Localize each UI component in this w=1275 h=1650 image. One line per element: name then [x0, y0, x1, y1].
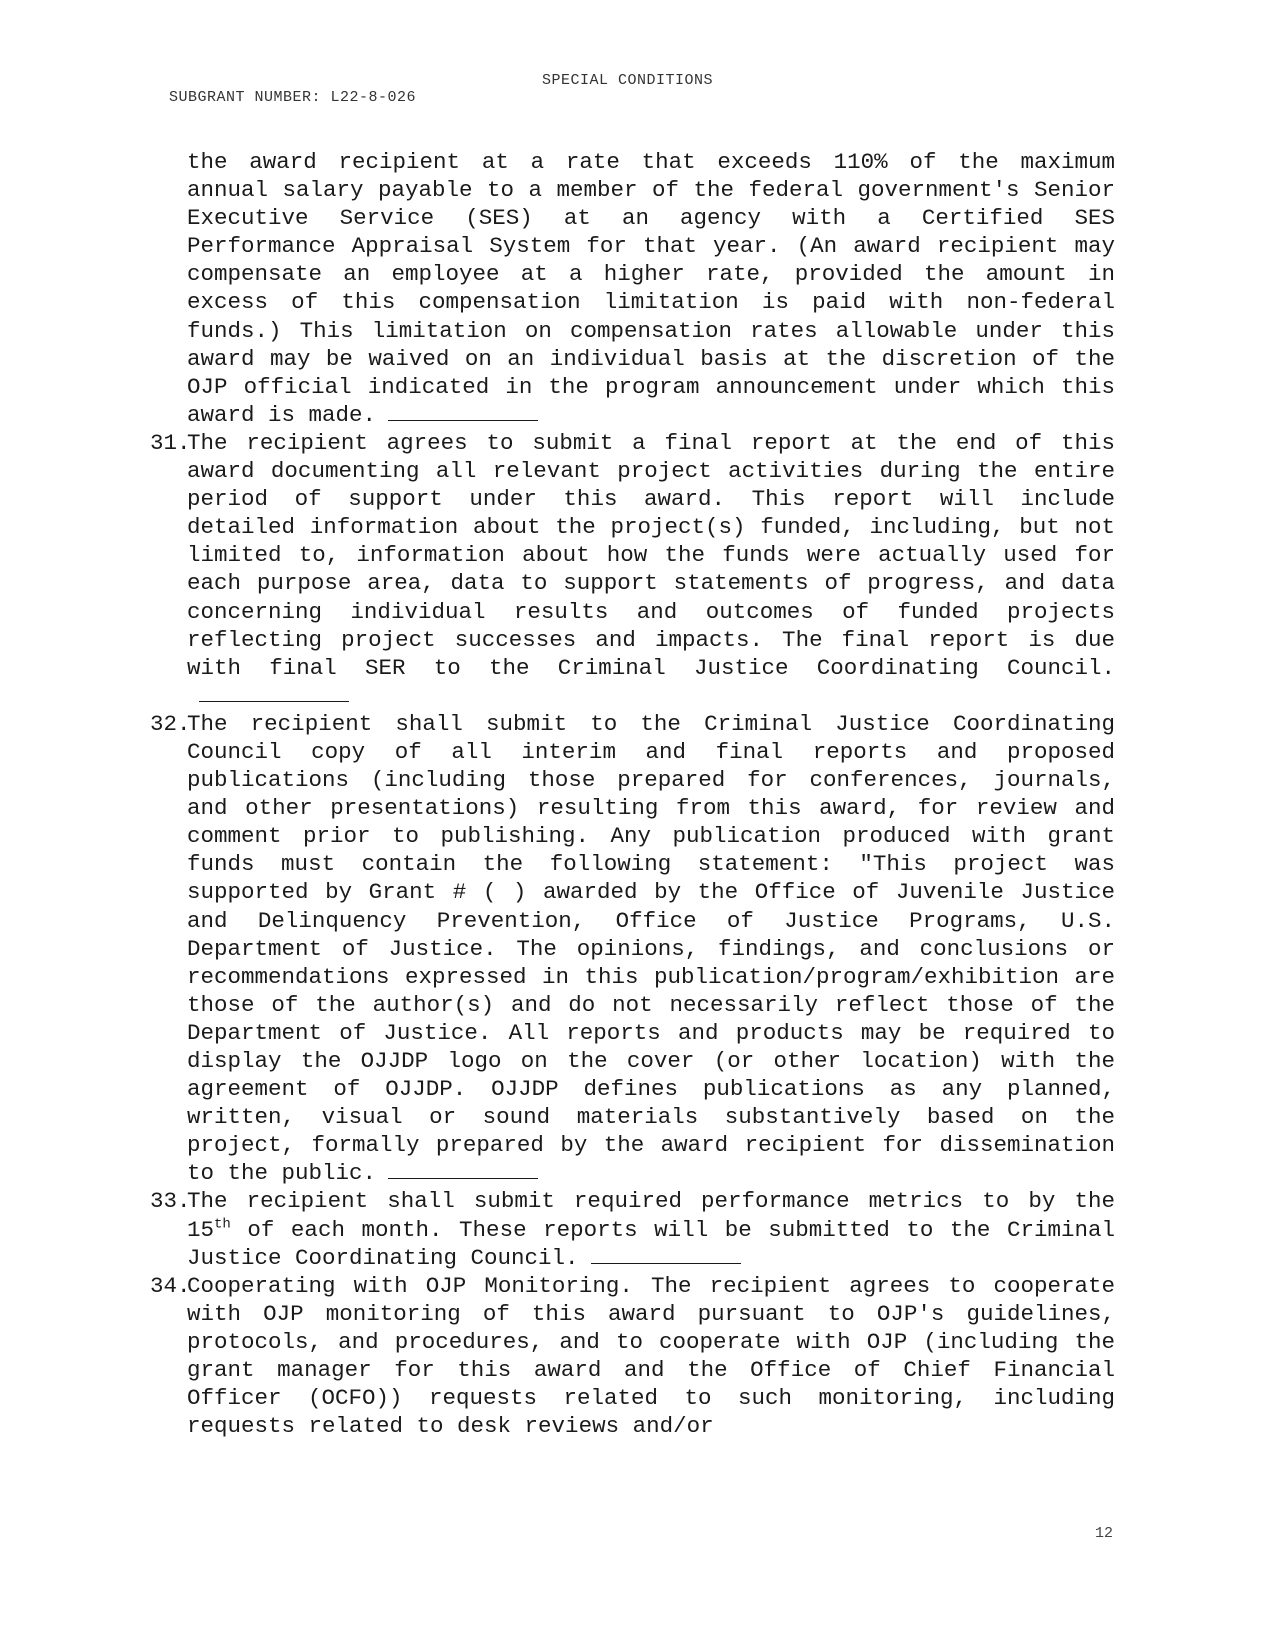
initial-blank	[199, 683, 349, 702]
initial-blank	[388, 1160, 538, 1179]
item-number: 33.	[150, 1188, 191, 1215]
condition-item-33	[150, 1187, 1115, 1271]
item-text-after: of each month. These reports will be submitted to the Criminal Justice Coordinating Council.	[187, 1216, 1115, 1271]
continuation-text: the award recipient at a rate that exceeds 110% of the maximum annual salary payable to a member of the federal government's Senior Executive Service (SES) at an agency with a Certified SES Performance Appraisal System for that year. (An award recipient may compensate an employee at a higher rate, provided the amount in excess of this compensation limitation is paid with non-federal funds.) This limitation on compensation rates allowable under this award may be waived on an individual basis at the discretion of the OJP official indicated in the program announcement under which this award is made.	[187, 149, 1115, 428]
subgrant-number: SUBGRANT NUMBER: L22-8-026	[169, 89, 417, 106]
document-title: SPECIAL CONDITIONS	[542, 72, 714, 89]
item-number: 32.	[150, 710, 191, 737]
item-number: 34.	[150, 1272, 191, 1299]
ordinal-superscript: th	[214, 1216, 231, 1233]
initial-blank	[591, 1245, 741, 1264]
page-header	[150, 72, 714, 123]
page-number: 12	[1095, 1525, 1114, 1542]
item-text: Cooperating with OJP Monitoring. The recipient agrees to cooperate with OJP monitoring of this award pursuant to OJP's guidelines, protocols, and procedures, and to cooperate with OJP (including the grant manager for this award and the Office of Chief Financial Officer (OCFO)) requests related to such monitoring, including requests related to desk reviews and/or	[187, 1272, 1115, 1440]
condition-item-31	[150, 429, 1115, 710]
item-text: The recipient agrees to submit a final report at the end of this award documenting all relevant project activities during the entire period of support under this award. This report will include detailed information about the project(s) funded, including, but not limited to, information about how the funds were actually used for each purpose area, data to support statements of progress, and data concerning individual results and outcomes of funded projects reflecting project successes and impacts. The final report is due with final SER to the Criminal Justice Coordinating Council.	[187, 429, 1115, 681]
item-text: The recipient shall submit to the Criminal Justice Coordinating Council copy of all interim and final reports and proposed publications (including those prepared for conferences, journals, and other presentations) resulting from this award, for review and comment prior to publishing. Any publication produced with grant funds must contain the following statement: "This project was supported by Grant # ( ) awarded by the Office of Juvenile Justice and Delinquency Prevention, Office of Justice Programs, U.S. Department of Justice. The opinions, findings, and conclusions or recommendations expressed in this publication/program/exhibition are those of the author(s) and do not necessarily reflect those of the Department of Justice. All reports and products may be required to display the OJJDP logo on the cover (or other location) with the agreement of OJJDP. OJJDP defines publications as any planned, written, visual or sound materials substantively based on the project, formally prepared by the award recipient for dissemination to the public.	[187, 710, 1115, 1187]
initial-blank	[388, 402, 538, 421]
item-number: 31.	[150, 429, 191, 456]
document-body	[150, 148, 1115, 1440]
continuation-paragraph	[150, 148, 1115, 429]
item-text-before: The recipient shall submit required performance metrics to by the 15	[187, 1188, 1115, 1243]
condition-item-32	[150, 710, 1115, 1188]
condition-item-34	[150, 1272, 1115, 1441]
